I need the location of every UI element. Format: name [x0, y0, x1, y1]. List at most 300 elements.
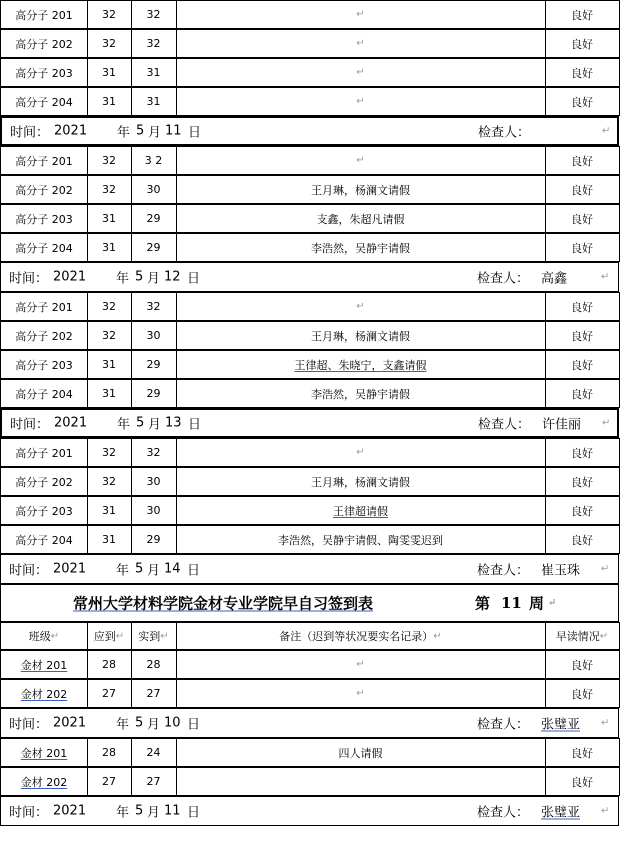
cell-class — [0, 292, 88, 321]
present-value: 29 — [146, 241, 161, 254]
return-mark: ↵ — [356, 447, 365, 458]
info-line — [1, 263, 618, 291]
month-unit: 月 — [147, 717, 161, 733]
status-value: 良好 — [571, 329, 593, 343]
present-value: 29 — [146, 358, 161, 371]
status-value: 良好 — [571, 95, 593, 109]
cell-present — [131, 204, 177, 233]
cell-note — [176, 0, 546, 29]
cell-class — [0, 467, 88, 496]
cell-due — [87, 496, 132, 525]
month-unit: 月 — [147, 271, 161, 287]
table-row — [0, 438, 619, 467]
cell-status — [545, 650, 620, 679]
day-value: 11 — [164, 803, 181, 819]
return-mark: ↵ — [115, 630, 125, 642]
status-value: 良好 — [571, 212, 593, 226]
header-due — [87, 622, 132, 650]
cell-due — [87, 767, 132, 796]
cell-due — [87, 204, 132, 233]
cell-note — [176, 233, 546, 262]
inspector-label: 检查人： — [477, 271, 530, 287]
table-row — [0, 525, 619, 554]
cell-class — [0, 379, 88, 408]
header-note — [176, 622, 546, 650]
year-value: 2021 — [54, 123, 88, 139]
cell-class — [0, 204, 88, 233]
return-mark: ↵ — [599, 630, 609, 642]
due-value: 31 — [102, 358, 116, 371]
table-row — [0, 204, 619, 233]
cell-due — [87, 650, 132, 679]
present-value: 29 — [146, 533, 161, 546]
year-value: 2021 — [53, 715, 87, 731]
year-unit: 年 — [117, 125, 131, 141]
month-value: 5 — [135, 715, 144, 731]
table-row — [0, 0, 619, 29]
present-value: 30 — [146, 183, 161, 196]
present-value: 32 — [146, 446, 161, 459]
class-value: 金材 201 — [20, 658, 68, 672]
cell-present — [131, 738, 177, 767]
month-value: 5 — [135, 269, 144, 285]
date-inspector-row — [0, 708, 619, 738]
class-value: 高分子 201 — [15, 8, 73, 22]
class-value: 高分子 201 — [15, 154, 73, 168]
table-row — [0, 650, 619, 679]
present-value: 32 — [146, 300, 161, 313]
header-present — [131, 622, 177, 650]
due-value: 32 — [102, 154, 116, 167]
cell-due — [87, 175, 132, 204]
table-row — [0, 146, 619, 175]
cell-note — [176, 467, 546, 496]
class-value: 高分子 203 — [15, 358, 73, 372]
class-value: 高分子 203 — [15, 504, 73, 518]
return-mark: ↵ — [548, 597, 557, 609]
return-mark: ↵ — [356, 9, 365, 20]
cell-class — [0, 58, 88, 87]
cell-note — [176, 496, 546, 525]
cell-present — [131, 467, 177, 496]
cell-present — [131, 175, 177, 204]
year-value: 2021 — [53, 803, 87, 819]
cell-due — [87, 87, 132, 116]
status-value: 良好 — [571, 504, 593, 518]
date-inspector-row — [0, 116, 619, 146]
cell-due — [87, 438, 132, 467]
cell-due — [87, 679, 132, 708]
cell-status — [545, 87, 620, 116]
year-unit: 年 — [116, 717, 130, 733]
year-value: 2021 — [53, 561, 87, 577]
time-label: 时间： — [9, 271, 49, 287]
class-value: 高分子 204 — [15, 533, 73, 547]
month-unit: 月 — [147, 805, 161, 821]
cell-note — [176, 29, 546, 58]
present-value: 24 — [146, 746, 161, 759]
cell-due — [87, 738, 132, 767]
cell-status — [545, 467, 620, 496]
due-value: 28 — [102, 746, 116, 759]
cell-present — [131, 0, 177, 29]
cell-due — [87, 0, 132, 29]
present-value: 30 — [146, 329, 161, 342]
cell-note — [176, 650, 546, 679]
inspector-name: 张璧亚 — [541, 717, 581, 733]
due-value: 31 — [102, 95, 116, 108]
cell-present — [131, 525, 177, 554]
status-value: 良好 — [571, 446, 593, 460]
cell-class — [0, 233, 88, 262]
cell-status — [545, 525, 620, 554]
title-text: 常州大学材料学院金材专业学院早自习签到表 — [73, 594, 374, 613]
status-value: 良好 — [571, 241, 593, 255]
cell-present — [131, 350, 177, 379]
table-row — [0, 679, 619, 708]
return-mark: ↵ — [601, 271, 610, 283]
note-value: 支鑫，朱超凡请假 — [316, 212, 405, 226]
inspector-label: 检查人： — [478, 125, 531, 141]
present-value: 30 — [146, 504, 161, 517]
cell-status — [545, 175, 620, 204]
cell-class — [0, 146, 88, 175]
info-line — [1, 797, 618, 825]
day-value: 10 — [164, 715, 181, 731]
cell-class — [0, 175, 88, 204]
cell-status — [545, 0, 620, 29]
week-unit: 周 — [529, 594, 545, 613]
day-unit: 日 — [187, 805, 201, 821]
cell-present — [131, 650, 177, 679]
status-value: 良好 — [571, 358, 593, 372]
cell-due — [87, 525, 132, 554]
info-line — [1, 555, 618, 583]
day-unit: 日 — [187, 271, 201, 287]
note-value: 王月琳，杨澜文请假 — [311, 183, 410, 197]
month-value: 5 — [135, 803, 144, 819]
return-mark: ↵ — [356, 659, 365, 670]
day-value: 11 — [165, 123, 182, 139]
class-value: 金材 202 — [20, 775, 68, 789]
week-label: 第 — [475, 594, 491, 613]
inspector-name: 高鑫 — [541, 271, 568, 287]
present-value: 31 — [146, 66, 161, 79]
present-value: 29 — [146, 212, 161, 225]
class-value: 金材 201 — [20, 746, 68, 760]
status-value: 良好 — [571, 775, 593, 789]
header-class — [0, 622, 88, 650]
table-row — [0, 175, 619, 204]
cell-due — [87, 467, 132, 496]
present-value: 27 — [146, 775, 161, 788]
status-value: 良好 — [571, 183, 593, 197]
year-unit: 年 — [116, 563, 130, 579]
day-unit: 日 — [187, 717, 201, 733]
inspector-label: 检查人： — [477, 563, 530, 579]
cell-note — [176, 87, 546, 116]
month-value: 5 — [136, 123, 145, 139]
return-mark: ↵ — [601, 717, 610, 729]
cell-present — [131, 87, 177, 116]
cell-status — [545, 379, 620, 408]
cell-class — [0, 0, 88, 29]
cell-present — [131, 767, 177, 796]
cell-status — [545, 679, 620, 708]
table-row — [0, 496, 619, 525]
due-value: 32 — [102, 475, 116, 488]
cell-present — [131, 146, 177, 175]
table-header — [0, 622, 619, 650]
present-value: 3 2 — [144, 154, 163, 167]
return-mark: ↵ — [50, 630, 60, 642]
table-row — [0, 292, 619, 321]
table-row — [0, 767, 619, 796]
status-value: 良好 — [571, 658, 593, 672]
cell-class — [0, 525, 88, 554]
time-label: 时间： — [10, 125, 50, 141]
sheet-title — [1, 585, 618, 621]
due-value: 31 — [102, 212, 116, 225]
due-value: 32 — [102, 300, 116, 313]
cell-note — [176, 58, 546, 87]
status-value: 良好 — [571, 687, 593, 701]
month-unit: 月 — [148, 417, 162, 433]
table-row — [0, 379, 619, 408]
cell-note — [176, 146, 546, 175]
present-value: 32 — [146, 8, 161, 21]
table-row — [0, 350, 619, 379]
year-unit: 年 — [117, 417, 131, 433]
class-value: 高分子 202 — [15, 37, 73, 51]
status-value: 良好 — [571, 475, 593, 489]
present-value: 28 — [146, 658, 161, 671]
table-row — [0, 87, 619, 116]
present-value: 31 — [146, 95, 161, 108]
class-value: 高分子 203 — [15, 66, 73, 80]
note-value: 王月琳，杨澜文请假 — [311, 475, 410, 489]
return-mark: ↵ — [602, 125, 611, 137]
class-value: 高分子 204 — [15, 241, 73, 255]
time-label: 时间： — [9, 805, 49, 821]
cell-class — [0, 650, 88, 679]
present-value: 32 — [146, 37, 161, 50]
cell-present — [131, 438, 177, 467]
cell-note — [176, 679, 546, 708]
class-value: 高分子 202 — [15, 183, 73, 197]
due-value: 32 — [102, 183, 116, 196]
cell-note — [176, 204, 546, 233]
cell-note — [176, 525, 546, 554]
note-value: 四人请假 — [338, 746, 383, 760]
due-value: 31 — [102, 241, 116, 254]
time-label: 时间： — [10, 417, 50, 433]
due-value: 31 — [102, 504, 116, 517]
note-value: 王律超、朱晓宁，支鑫请假 — [294, 358, 427, 372]
info-line — [2, 118, 617, 144]
year-unit: 年 — [116, 805, 130, 821]
return-mark: ↵ — [356, 67, 365, 78]
table-row — [0, 29, 619, 58]
status-value: 良好 — [571, 533, 593, 547]
cell-note — [176, 738, 546, 767]
inspector-label: 检查人： — [477, 805, 530, 821]
week-number: 11 — [501, 594, 522, 612]
status-value: 良好 — [571, 8, 593, 22]
class-value: 高分子 204 — [15, 387, 73, 401]
table-row — [0, 58, 619, 87]
cell-note — [176, 379, 546, 408]
return-mark: ↵ — [356, 96, 365, 107]
cell-note — [176, 767, 546, 796]
cell-class — [0, 321, 88, 350]
return-mark: ↵ — [356, 688, 365, 699]
class-value: 高分子 202 — [15, 329, 73, 343]
cell-due — [87, 350, 132, 379]
cell-due — [87, 233, 132, 262]
header-label: 应到 — [93, 630, 116, 643]
class-value: 高分子 204 — [15, 95, 73, 109]
cell-due — [87, 146, 132, 175]
year-value: 2021 — [53, 269, 87, 285]
cell-present — [131, 58, 177, 87]
year-value: 2021 — [54, 415, 88, 431]
class-value: 高分子 203 — [15, 212, 73, 226]
cell-present — [131, 496, 177, 525]
cell-due — [87, 321, 132, 350]
info-line — [1, 709, 618, 737]
note-value: 李浩然，吴静宇请假 — [311, 387, 410, 401]
note-value: 李浩然，吴静宇请假、陶雯雯迟到 — [278, 533, 443, 547]
class-value: 高分子 201 — [15, 446, 73, 460]
due-value: 32 — [102, 446, 116, 459]
status-value: 良好 — [571, 66, 593, 80]
cell-class — [0, 438, 88, 467]
return-mark: ↵ — [601, 563, 610, 575]
time-label: 时间： — [9, 717, 49, 733]
status-value: 良好 — [571, 300, 593, 314]
cell-status — [545, 292, 620, 321]
sheet-title-row — [0, 584, 619, 622]
cell-note — [176, 438, 546, 467]
day-unit: 日 — [187, 563, 201, 579]
return-mark: ↵ — [602, 417, 611, 429]
cell-status — [545, 438, 620, 467]
present-value: 27 — [146, 687, 161, 700]
due-value: 31 — [102, 66, 116, 79]
class-value: 金材 202 — [20, 687, 68, 701]
note-value: 李浩然，吴静宇请假 — [311, 241, 410, 255]
cell-due — [87, 379, 132, 408]
date-inspector-row — [0, 554, 619, 584]
return-mark: ↵ — [433, 630, 442, 642]
due-value: 32 — [102, 37, 116, 50]
cell-note — [176, 350, 546, 379]
cell-present — [131, 29, 177, 58]
note-value: 王律超请假 — [333, 504, 388, 518]
cell-present — [131, 233, 177, 262]
day-unit: 日 — [188, 125, 202, 141]
header-status — [545, 622, 620, 650]
cell-class — [0, 679, 88, 708]
cell-note — [176, 292, 546, 321]
cell-status — [545, 233, 620, 262]
table-row — [0, 321, 619, 350]
cell-present — [131, 379, 177, 408]
month-unit: 月 — [148, 125, 162, 141]
year-unit: 年 — [116, 271, 130, 287]
status-value: 良好 — [571, 746, 593, 760]
cell-class — [0, 496, 88, 525]
cell-due — [87, 29, 132, 58]
cell-due — [87, 292, 132, 321]
cell-class — [0, 87, 88, 116]
time-label: 时间： — [9, 563, 49, 579]
return-mark: ↵ — [601, 805, 610, 817]
date-inspector-row — [0, 262, 619, 292]
due-value: 27 — [102, 687, 116, 700]
inspector-name: 张璧亚 — [541, 805, 581, 821]
table-row — [0, 233, 619, 262]
table-row — [0, 467, 619, 496]
day-unit: 日 — [188, 417, 202, 433]
cell-present — [131, 321, 177, 350]
cell-status — [545, 350, 620, 379]
day-value: 14 — [164, 561, 181, 577]
due-value: 31 — [102, 533, 116, 546]
due-value: 27 — [102, 775, 116, 788]
inspector-label: 检查人： — [477, 717, 530, 733]
inspector-name: 崔玉珠 — [541, 563, 581, 579]
class-value: 高分子 201 — [15, 300, 73, 314]
cell-class — [0, 29, 88, 58]
cell-status — [545, 738, 620, 767]
cell-status — [545, 767, 620, 796]
month-value: 5 — [136, 415, 145, 431]
table-row — [0, 738, 619, 767]
cell-status — [545, 146, 620, 175]
cell-due — [87, 58, 132, 87]
cell-class — [0, 350, 88, 379]
month-value: 5 — [135, 561, 144, 577]
status-value: 良好 — [571, 37, 593, 51]
header-label: 实到 — [138, 630, 161, 643]
month-unit: 月 — [147, 563, 161, 579]
due-value: 32 — [102, 8, 116, 21]
cell-present — [131, 292, 177, 321]
header-label: 班级 — [28, 630, 51, 643]
cell-note — [176, 175, 546, 204]
info-line — [2, 410, 617, 436]
cell-status — [545, 29, 620, 58]
day-value: 12 — [164, 269, 181, 285]
due-value: 28 — [102, 658, 116, 671]
return-mark: ↵ — [356, 155, 365, 166]
inspector-label: 检查人： — [478, 417, 531, 433]
cell-status — [545, 58, 620, 87]
status-value: 良好 — [571, 154, 593, 168]
return-mark: ↵ — [356, 301, 365, 312]
header-label: 早读情况 — [555, 630, 600, 643]
date-inspector-row — [0, 408, 619, 438]
note-value: 王月琳，杨澜文请假 — [311, 329, 410, 343]
header-label: 备注（迟到等状况要实名记录） — [279, 630, 434, 643]
return-mark: ↵ — [356, 38, 365, 49]
day-value: 13 — [165, 415, 182, 431]
cell-status — [545, 204, 620, 233]
cell-status — [545, 321, 620, 350]
status-value: 良好 — [571, 387, 593, 401]
